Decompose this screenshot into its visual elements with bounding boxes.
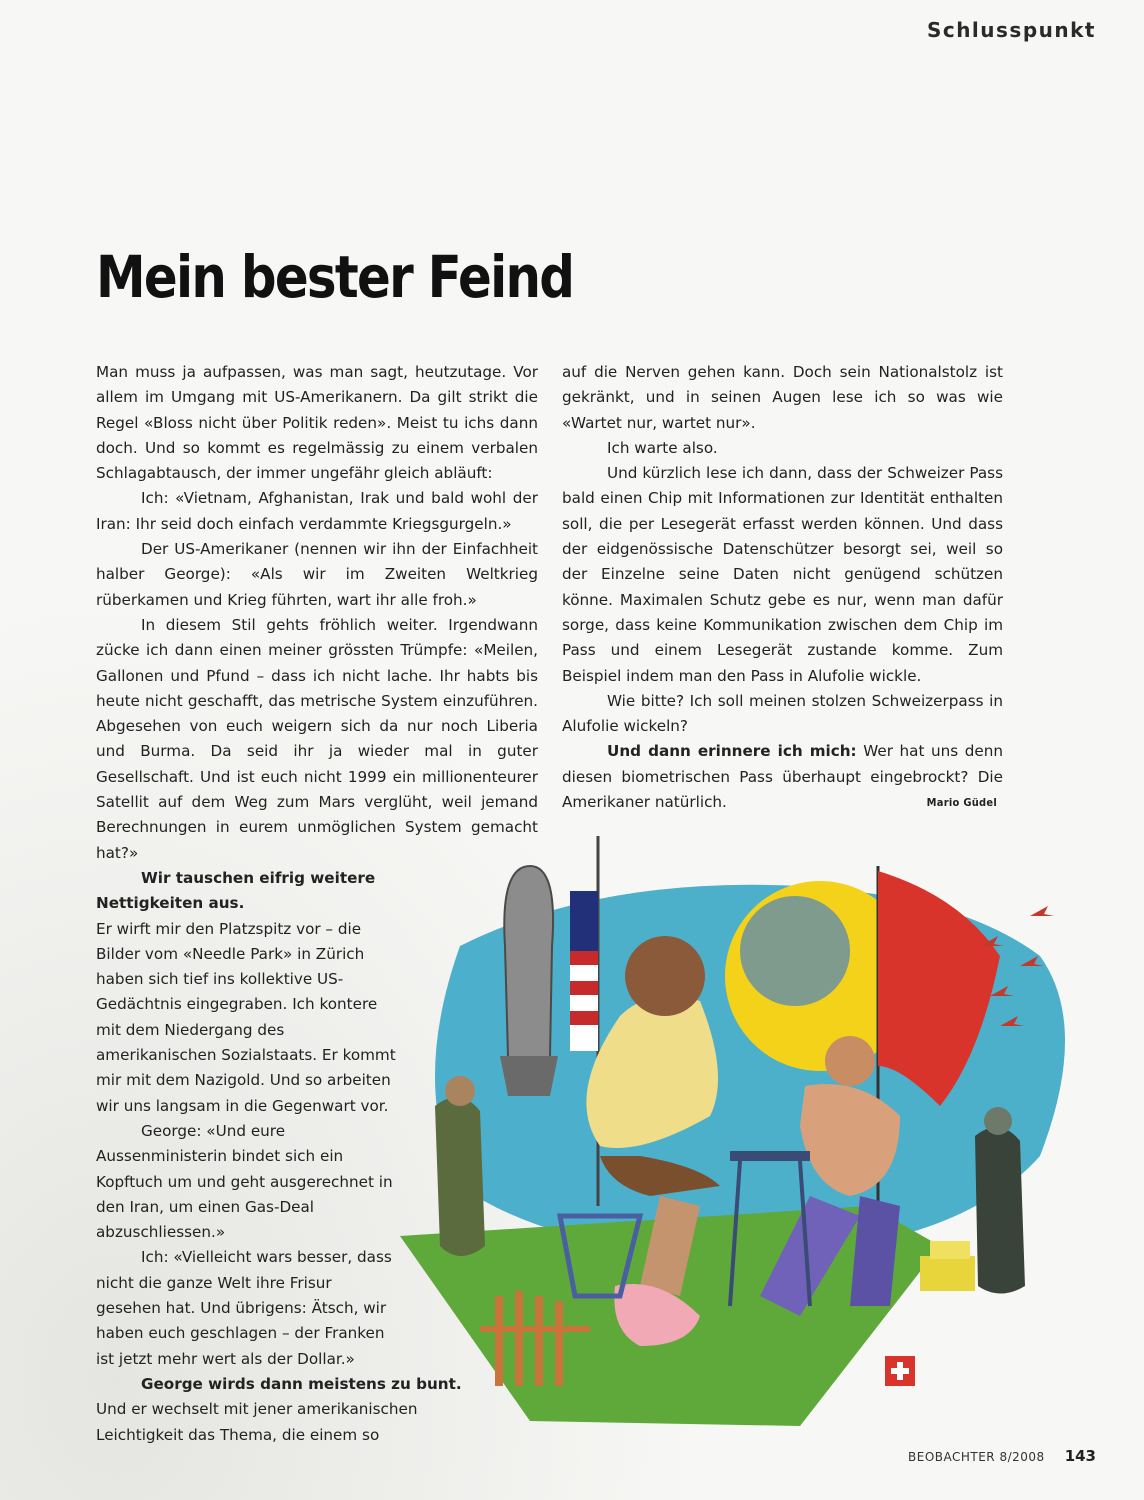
lead-in-bold: Wir tauschen eifrig weitere Nettigkeiten aus. (96, 869, 376, 913)
moon-shape (740, 896, 850, 1006)
table-shape (730, 1151, 810, 1161)
arm-wrestling-illustration (400, 826, 1110, 1436)
magazine-issue: BEOBACHTER 8/2008 (908, 1450, 1045, 1464)
paragraph: Ich warte also. (607, 438, 718, 457)
paragraph-text: Wer hat uns denn diesen biometrischen Pass überhaupt eingebrockt? Die Amerikaner natürlich. (562, 742, 1003, 812)
paragraph: In diesem Stil gehts fröhlich weiter. Irgendwann zücke ich dann einen meiner grössten Trümpfe: «Meilen, Gallonen und Pfund – dass ich nicht lache. Ihr habts bis heute nicht geschafft, das metrische System einzuführen. Abgesehen von euch weigern sich da nur noch Liberia und Burma. Da seid ihr ja wieder mal in guter Gesellschaft. Und ist euch nicht 1999 ein millionenteurer Satellit auf dem Weg zum Mars verglüht, weil jemand Berechnungen in eurem unmöglichen System gemacht hat?» (96, 615, 538, 862)
column-right (562, 360, 1003, 815)
subhead-lead (96, 866, 396, 917)
paragraph: Wie bitte? Ich soll meinen stolzen Schweizerpass in Alufolie wickeln? (562, 691, 1003, 736)
soldier-right (975, 1127, 1025, 1293)
paragraph: Und kürzlich lese ich dann, dass der Schweizer Pass bald einen Chip mit Informationen zur Identität enthalten soll, die per Lesegerät erfasst werden können. Und dass der eidgenössische Datenschützer besorgt sei, weil so der Einzelne seine Daten nicht genügend schützen könne. Maximalen Schutz gebe es nur, wenn man dafür sorge, dass keine Kommunikation zwischen dem Chip im Pass und einem Lesegerät zustande komme. Zum Beispiel indem man den Pass in Alufolie wickle. (562, 464, 1003, 685)
paragraph: Der US-Amerikaner (nennen wir ihn der Einfachheit halber George): «Als wir im Zweiten Weltkrieg rüberkamen und Krieg führten, wart ihr alle froh.» (96, 540, 538, 609)
section-label: Schlusspunkt (926, 18, 1096, 42)
paragraph: Er wirft mir den Platzspitz vor – die Bilder vom «Needle Park» in Zürich haben sich tief ins kollektive US-Gedächtnis eingegraben. Ich kontere mit dem Niedergang des amerikanischen Sozialstaats. Er kommt mir mit dem Nazigold. Und so arbeiten wir uns langsam in die Gegenwart vor. (96, 919, 396, 1115)
soldier-left (435, 1097, 485, 1256)
page-footer (908, 1447, 1096, 1465)
paragraph: auf die Nerven gehen kann. Doch sein Nationalstolz ist gekränkt, und in seinen Augen lese ich so was wie «Wartet nur, wartet nur». (562, 363, 1003, 432)
paragraph-text: Und er wechselt mit jener amerikanischen Leichtigkeit das Thema, die einem so (96, 1400, 418, 1444)
lead-in-bold: George wirds dann meistens zu bunt. (141, 1374, 462, 1393)
article-title: Mein bester Feind (96, 243, 574, 311)
column-left-narrow (96, 866, 462, 1448)
paragraph: Ich: «Vielleicht wars besser, dass nicht die ganze Welt ihre Frisur gesehen hat. Und übrigens: Ätsch, wir haben euch geschlagen – der Franken ist jetzt mehr wert als der Dollar.» (96, 1248, 392, 1368)
author-byline: Mario Güdel (926, 796, 997, 810)
lead-in-bold: Und dann erinnere ich mich: (607, 742, 857, 761)
column-left (96, 360, 538, 866)
page-number: 143 (1064, 1447, 1096, 1465)
gold-bars (920, 1256, 975, 1291)
paragraph: Man muss ja aufpassen, was man sagt, heutzutage. Vor allem im Umgang mit US-Amerikanern. Da gilt strikt die Regel «Bloss nicht über Politik reden». Meist tu ichs dann doch. Und so kommt es regelmässig zu einem verbalen Schlagabtausch, der immer ungefähr gleich abläuft: (96, 363, 538, 483)
paragraph (562, 739, 1003, 815)
paragraph: Ich: «Vietnam, Afghanistan, Irak und bald wohl der Iran: Ihr seid doch einfach verdammte Kriegsgurgeln.» (96, 489, 538, 533)
bomb-icon (504, 866, 553, 1071)
paragraph: George: «Und eure Aussenministerin bindet sich ein Kopftuch um und geht ausgerechnet in den Iran, um einen Gas-Deal abzuschliessen.» (96, 1121, 393, 1242)
